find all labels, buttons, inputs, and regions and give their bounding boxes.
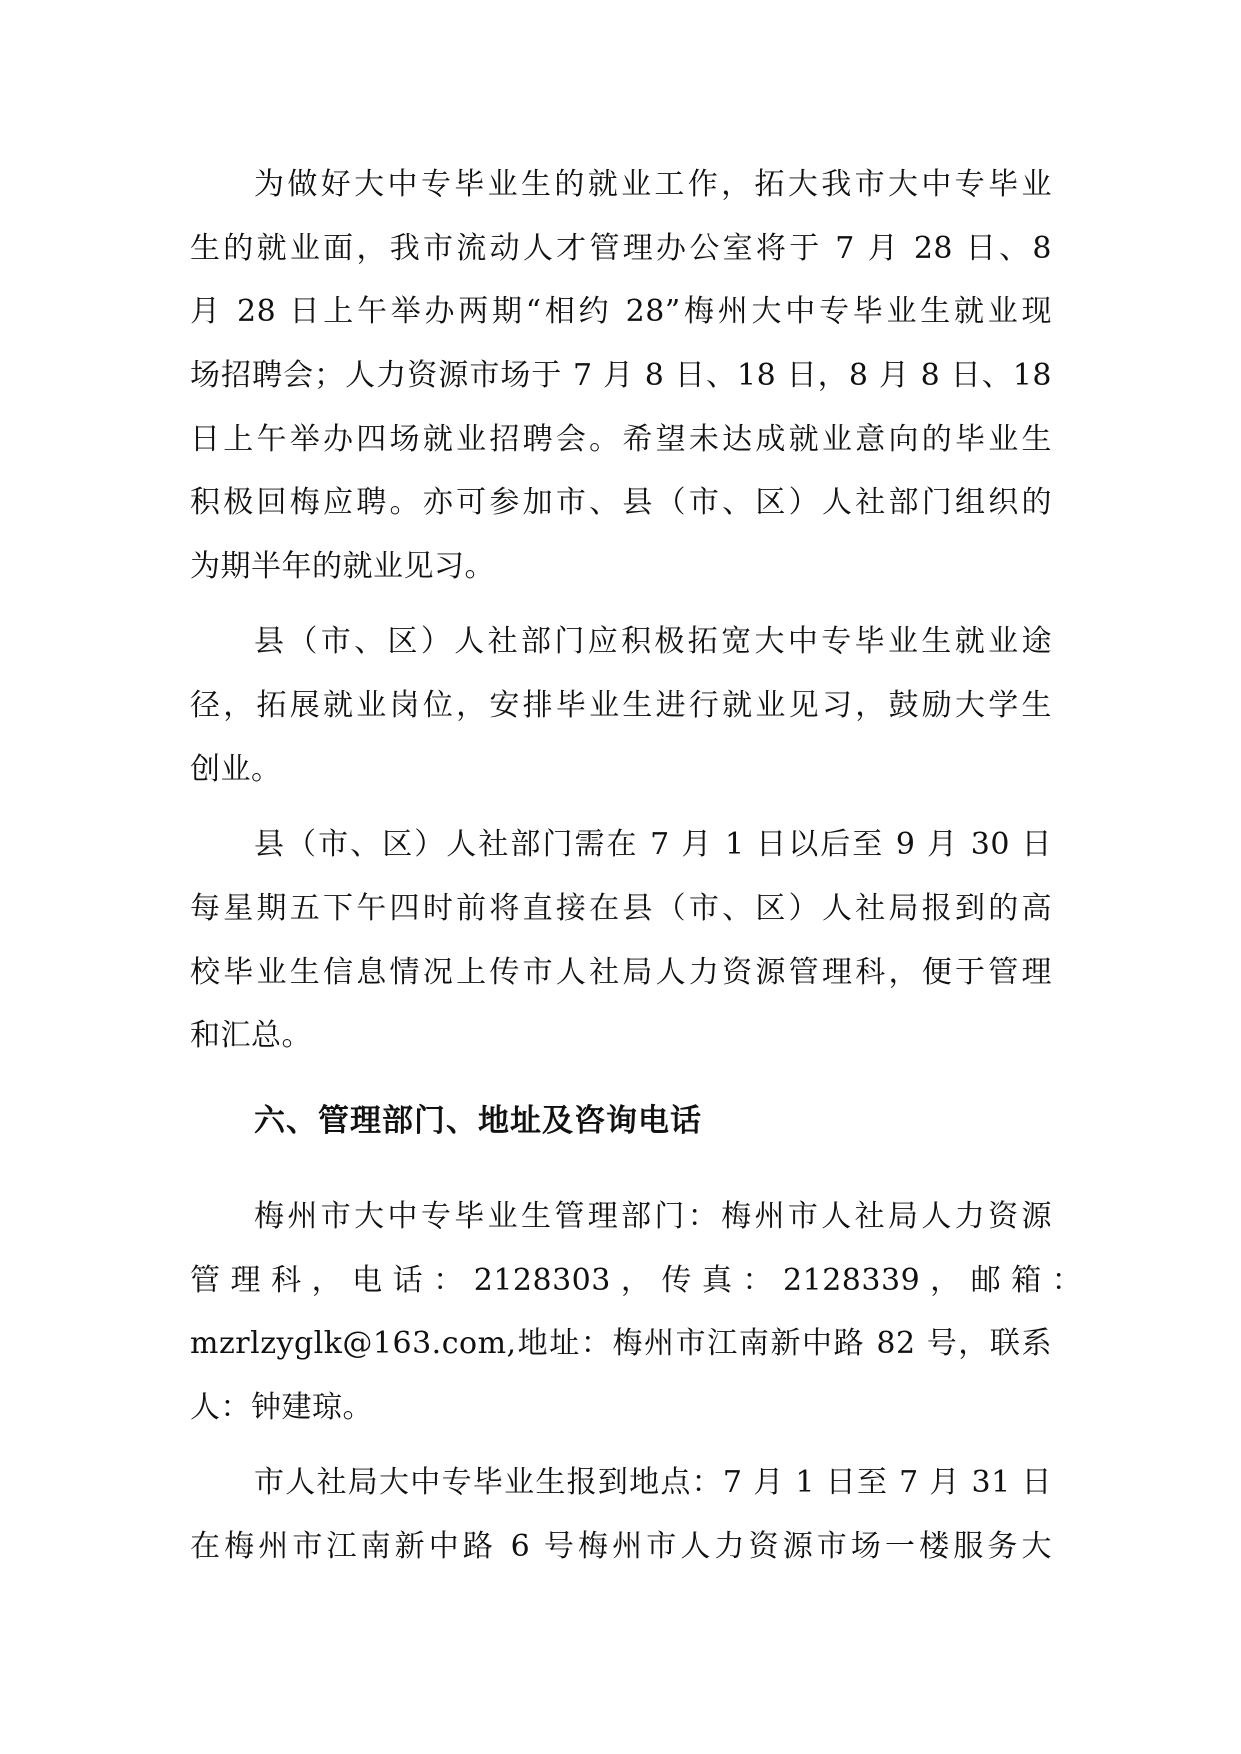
paragraph-line: 积极回梅应聘。亦可参加市、县（市、区）人社部门组织的 — [190, 485, 1052, 520]
paragraph-line: 每星期五下午四时前将直接在县（市、区）人社局报到的高 — [190, 891, 1052, 926]
paragraph-line: 场招聘会；人力资源市场于 7 月 8 日、18 日，8 月 8 日、18 — [190, 358, 1052, 393]
paragraph-line: mzrlzyglk@163.com,地址：梅州市江南新中路 82 号，联系 — [190, 1326, 1052, 1361]
paragraph-line: 生的就业面，我市流动人才管理办公室将于 7 月 28 日、8 — [190, 231, 1052, 266]
paragraph-line: 和汇总。 — [190, 1018, 312, 1053]
paragraph-line: 在梅州市江南新中路 6 号梅州市人力资源市场一楼服务大 — [190, 1529, 1052, 1564]
paragraph-line: 为期半年的就业见习。 — [190, 549, 495, 584]
paragraph-line: 校毕业生信息情况上传市人社局人力资源管理科，便于管理 — [190, 955, 1052, 990]
paragraph-line: 日上午举办四场就业招聘会。希望未达成就业意向的毕业生 — [190, 422, 1052, 457]
paragraph-line: 月 28 日上午举办两期“相约 28”梅州大中专毕业生就业现 — [190, 294, 1052, 329]
paragraph-line: 径，拓展就业岗位，安排毕业生进行就业见习，鼓励大学生 — [190, 688, 1052, 723]
paragraph-line: 人：钟建琼。 — [190, 1390, 373, 1425]
paragraph-line: 管 理 科 ， 电 话 ： 2128303 ， 传 真 ： 2128339 ， 邮 箱 ： — [190, 1263, 1083, 1298]
paragraph-line: 市人社局大中专毕业生报到地点：7 月 1 日至 7 月 31 日 — [254, 1465, 1052, 1500]
paragraph-line: 创业。 — [190, 752, 282, 787]
section-heading: 六、管理部门、地址及咨询电话 — [254, 1103, 702, 1139]
paragraph-line: 梅州市大中专毕业生管理部门：梅州市人社局人力资源 — [254, 1199, 1052, 1234]
paragraph-line: 县（市、区）人社部门需在 7 月 1 日以后至 9 月 30 日 — [254, 827, 1052, 862]
paragraph-line: 县（市、区）人社部门应积极拓宽大中专毕业生就业途 — [254, 624, 1052, 659]
paragraph-line: 为做好大中专毕业生的就业工作，拓大我市大中专毕业 — [254, 167, 1052, 202]
